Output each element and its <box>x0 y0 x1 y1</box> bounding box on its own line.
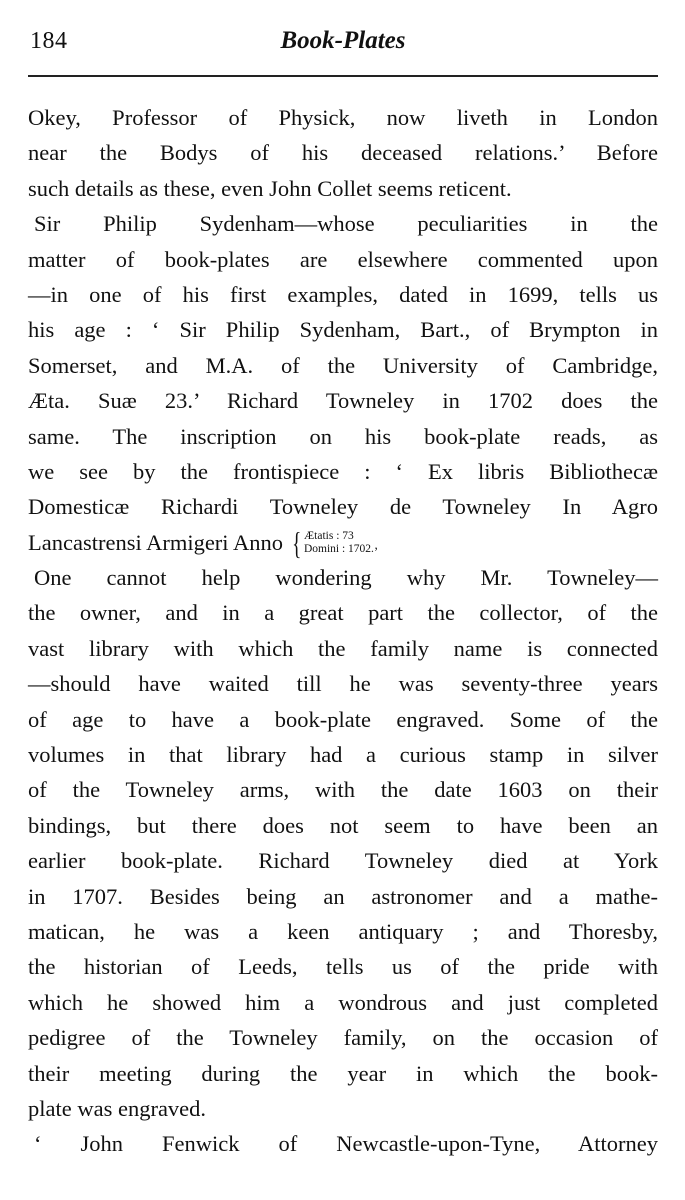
text-line: of the Towneley arms, with the date 1603 on their <box>28 777 658 803</box>
body-text <box>28 100 658 1162</box>
text-line-with-bracket <box>28 525 658 560</box>
page-header <box>28 24 658 68</box>
text-line-start: Lancastrensi Armigeri Anno <box>28 529 283 555</box>
text-line: of age to have a book-plate engraved. Some of the <box>28 706 658 732</box>
paragraph-start-line: One cannot help wondering why Mr. Towneley— <box>34 565 658 591</box>
bracket-lower-text: Domini : 1702. <box>303 542 374 555</box>
text-line: —should have waited till he was seventy-three years <box>28 671 658 697</box>
brace-glyph: { <box>291 524 301 561</box>
text-line: in 1707. Besides being an astronomer and a mathe- <box>28 883 658 909</box>
header-rule <box>28 75 658 77</box>
book-page <box>28 24 658 1157</box>
paragraph-start-line: ‘ John Fenwick of Newcastle-upon-Tyne, Attorney <box>34 1131 658 1157</box>
text-line: their meeting during the year in which the book- <box>28 1060 658 1086</box>
text-line: Okey, Professor of Physick, now liveth in London <box>28 105 658 130</box>
text-line: same. The inscription on his book-plate reads, as <box>28 423 658 449</box>
text-line: pedigree of the Towneley family, on the occasion of <box>28 1025 658 1051</box>
text-line: —in one of his first examples, dated in 1699, tells us <box>28 281 658 307</box>
bracketed-date-note <box>289 524 379 561</box>
text-line: the historian of Leeds, tells us of the pride with <box>28 954 658 980</box>
page-number: 184 <box>30 28 68 54</box>
text-line: vast library with which the family name is connected <box>28 635 658 661</box>
text-line: such details as these, even John Collet seems reticent. <box>28 175 512 201</box>
text-line: matter of book-plates are elsewhere commented upon <box>28 246 658 272</box>
text-line: earlier book-plate. Richard Towneley died at York <box>28 848 658 874</box>
paragraph-start-line: Sir Philip Sydenham—whose peculiarities in the <box>34 211 658 237</box>
text-line: plate was engraved. <box>28 1095 207 1121</box>
text-line: his age : ‘ Sir Philip Sydenham, Bart., of Brympton in <box>28 317 658 343</box>
text-line: near the Bodys of his deceased relations.’ Before <box>28 140 658 166</box>
text-line: we see by the frontispiece : ‘ Ex libris Bibliothecæ <box>28 458 658 484</box>
text-line: bindings, but there does not seem to have been an <box>28 812 658 838</box>
bracket-upper-text: Ætatis : 73 <box>303 529 354 542</box>
text-line: Æta. Suæ 23.’ Richard Towneley in 1702 does the <box>28 388 658 414</box>
text-line: matican, he was a keen antiquary ; and Thoresby, <box>28 918 658 944</box>
text-line: Domesticæ Richardi Towneley de Towneley In Agro <box>28 494 658 520</box>
text-line: which he showed him a wondrous and just completed <box>28 989 658 1015</box>
text-line: the owner, and in a great part the collector, of the <box>28 600 658 626</box>
bracket-stack <box>304 530 374 556</box>
running-title: Book-Plates <box>280 27 406 54</box>
text-line: volumes in that library had a curious stamp in silver <box>28 742 658 768</box>
text-line: Somerset, and M.A. of the University of Cambridge, <box>28 352 658 378</box>
closing-quote: ’ <box>373 543 379 559</box>
